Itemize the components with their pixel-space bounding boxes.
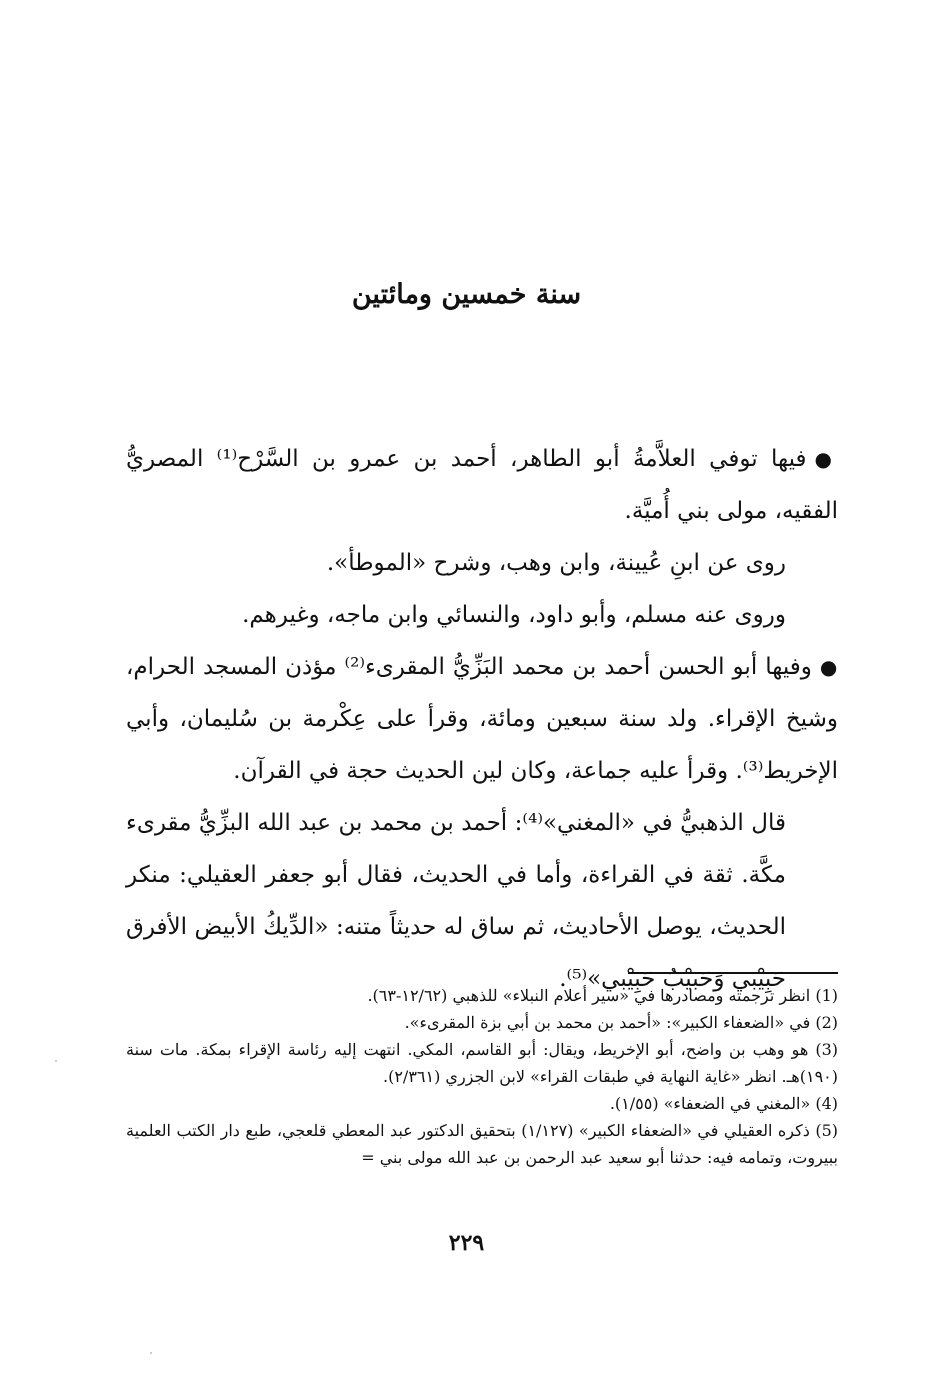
footnotes xyxy=(126,982,838,1171)
footnote-1: (1) انظر ترجمته ومصادرها في «سير أعلام النبلاء» للذهبي (١٢/٦٢-٦٣). xyxy=(367,986,838,1005)
paragraph-2 xyxy=(126,537,838,589)
paragraph-text: روى عن ابنِ عُيينة، وابن وهب، وشرح «الموطأ». xyxy=(326,550,786,576)
footnote-2: (2) في «الضعفاء الكبير»: «أحمد بن محمد بن أبي بزة المقرىء». xyxy=(404,1013,838,1032)
page-number: ٢٢٩ xyxy=(448,1230,485,1256)
scan-speck xyxy=(55,1060,57,1062)
paragraph-1 xyxy=(126,433,838,537)
paragraph-text: وروى عنه مسلم، وأبو داود، والنسائي وابن ماجه، وغيرهم. xyxy=(242,602,786,628)
scan-speck xyxy=(150,1352,152,1354)
paragraph-3 xyxy=(126,589,838,641)
paragraph-text: قال الذهبيُّ في «المغني»⁽⁴⁾: أحمد بن محمد بن عبد الله البزِّيُّ مقرىء مكَّة. ثقة في القراءة، وأما في الحديث، فقال أبو جعفر العقيلي: منكر الحديث، يوصل الأحاديث، ثم ساق له حديثاً متنه: «الدِّيكُ الأبيض الأفرق حَبِيْبي وَحَبيْبُ حَبِيْبي»⁽⁵⁾. xyxy=(126,810,787,992)
paragraph-text: فيها توفي العلاَّمةُ أبو الطاهر، أحمد بن عمرو بن السَّرْح⁽¹⁾ المصريُّ الفقيه، مولى بني أُميَّة. xyxy=(126,446,838,524)
footnote-3: (3) هو وهب بن واضح، أبو الإخريط، ويقال: أبو القاسم، المكي. انتهت إليه رئاسة الإقراء بمكة. مات سنة (١٩٠)هـ. انظر «غاية النهاية في طبقات القراء» لابن الجزري (٢/٣٦١). xyxy=(126,1040,838,1086)
section-heading: سنة خمسين ومائتين xyxy=(351,279,582,310)
paragraph-4 xyxy=(126,641,838,797)
bullet-icon: ● xyxy=(819,655,839,679)
footnote-divider xyxy=(628,972,838,974)
footnote-4: (4) «المغني في الضعفاء» (١/٥٥). xyxy=(609,1094,838,1113)
bullet-icon: ● xyxy=(814,447,839,471)
footnote-5: (5) ذكره العقيلي في «الضعفاء الكبير» (١/١٢٧) بتحقيق الدكتور عبد المعطي قلعجي، طبع دار الكتب العلمية ببيروت، وتمامه فيه: حدثنا أبو سعيد عبد الرحمن بن عبد الله مولى بني = xyxy=(126,1121,839,1167)
main-text xyxy=(126,433,838,1005)
paragraph-text: وفيها أبو الحسن أحمد بن محمد البَزِّيُّ المقرىء⁽²⁾ مؤذن المسجد الحرام، وشيخ الإقراء. ولد سنة سبعين ومائة، وقرأ على عِكْرمة بن سُليمان، وأبي الإخريط⁽³⁾. وقرأ عليه جماعة، وكان لين الحديث حجة في القرآن. xyxy=(126,654,838,784)
